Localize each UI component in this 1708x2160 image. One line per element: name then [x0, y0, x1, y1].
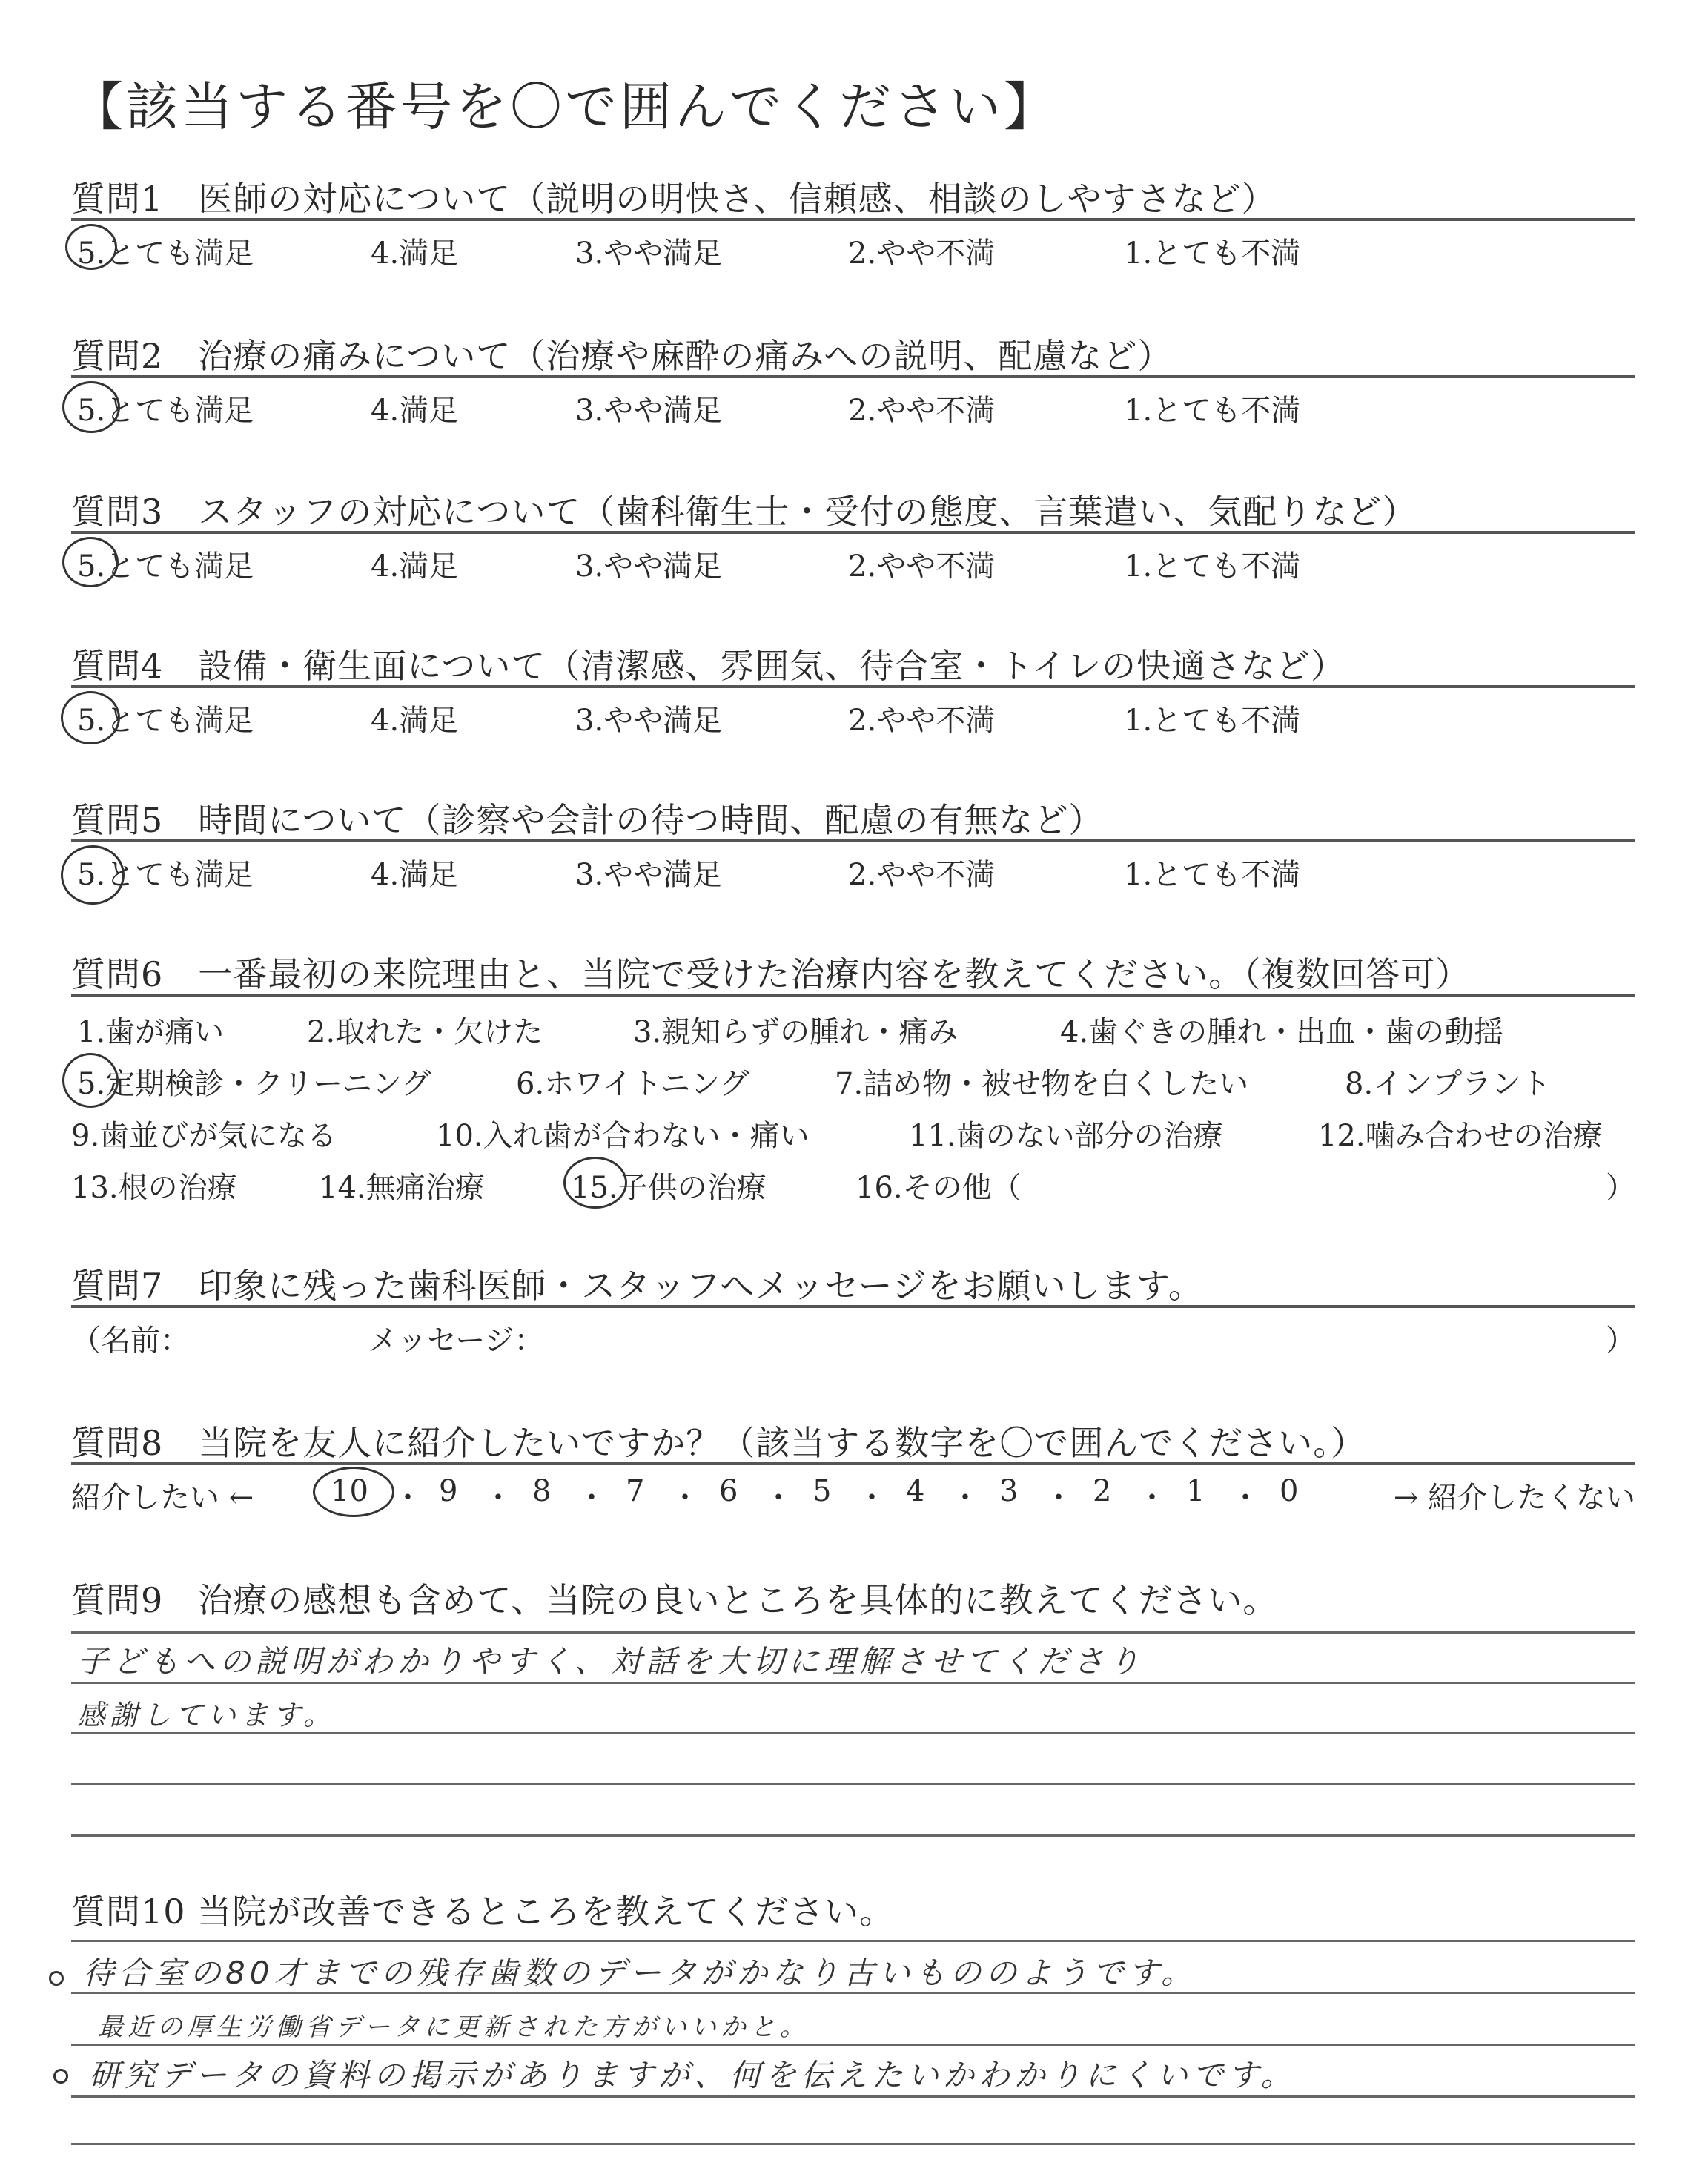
q8-left-label: 紹介したい ←: [71, 1481, 254, 1515]
q3-option-4[interactable]: 4.満足: [371, 549, 459, 584]
q8-dot: ・: [1231, 1481, 1260, 1515]
q8-dot: ・: [857, 1481, 887, 1515]
q7-name-label: （名前：: [71, 1324, 190, 1358]
q2-option-4[interactable]: 4.満足: [371, 394, 459, 428]
q6-option-15[interactable]: 15.子供の治療: [571, 1171, 767, 1205]
question-2-options: [71, 378, 1635, 430]
q8-scale-8[interactable]: 8: [532, 1474, 552, 1508]
question-5-title: 質問5 時間について（診察や会計の待つ時間、配慮の有無など）: [71, 800, 1104, 840]
q2-option-1[interactable]: 1.とても不満: [1124, 394, 1301, 428]
q1-option-2[interactable]: 2.やや不満: [848, 237, 996, 271]
q1-option-5[interactable]: 5.とても満足: [77, 237, 254, 271]
q10-handwritten-line-1: 待合室の80才までの残存歯数のデータがかなり古いもののようです。: [83, 1955, 1197, 1991]
question-4-title: 質問4 設備・衛生面について（清潔感、雰囲気、待合室・トイレの快適さなど）: [71, 646, 1346, 686]
question-10: [71, 1885, 1635, 1931]
q2-option-2[interactable]: 2.やや不満: [848, 394, 996, 428]
q3-option-3[interactable]: 3.やや満足: [575, 549, 723, 584]
q5-option-4[interactable]: 4.満足: [371, 858, 459, 892]
q8-dot: ・: [670, 1481, 700, 1515]
q10-handwritten-line-2: 最近の厚生労働省データに更新された方がいいかと。: [98, 2012, 810, 2042]
q9-handwritten-line-1: 子どもへの説明がわかりやすく、対話を大切に理解させてくださり: [77, 1643, 1145, 1680]
q8-dot: ・: [950, 1481, 980, 1515]
question-10-title: 質問10 当院が改善できるところを教えてください。: [71, 1892, 895, 1932]
question-1: [71, 172, 1635, 273]
q8-scale-6[interactable]: 6: [719, 1474, 738, 1508]
q8-scale-7[interactable]: 7: [626, 1474, 645, 1508]
q9-answer-rule-5: [71, 1834, 1635, 1837]
survey-header: 【該当する番号を〇で囲んでください】: [71, 76, 1059, 137]
q5-option-5[interactable]: 5.とても満足: [77, 858, 254, 892]
q4-option-4[interactable]: 4.満足: [371, 704, 459, 738]
q10-bullet-2: [53, 2069, 68, 2084]
q6-option-12[interactable]: 12.噛み合わせの治療: [1318, 1119, 1603, 1153]
q6-option-9[interactable]: 9.歯並びが気になる: [71, 1119, 337, 1153]
q9-answer-rule-4: [71, 1783, 1635, 1785]
q6-option-16[interactable]: 16.その他（: [855, 1171, 1022, 1205]
q10-answer-rule-3: [71, 2044, 1635, 2046]
q8-scale-5[interactable]: 5: [812, 1474, 832, 1508]
q8-dot: ・: [393, 1481, 423, 1515]
q9-handwritten-line-2: 感謝しています。: [77, 1699, 336, 1731]
q2-option-5[interactable]: 5.とても満足: [77, 394, 254, 428]
q6-option-5[interactable]: 5.定期検診・クリーニング: [77, 1067, 431, 1101]
question-6-options: [71, 997, 1635, 1219]
question-9-title: 質問9 治療の感想も含めて、当院の良いところを具体的に教えてください。: [71, 1580, 1278, 1620]
question-3-title: 質問3 スタッフの対応について（歯科衛生士・受付の態度、言葉遣い、気配りなど）: [71, 492, 1417, 532]
q10-answer-rule-5: [71, 2143, 1635, 2145]
question-1-title: 質問1 医師の対応について（説明の明快さ、信頼感、相談のしやすさなど）: [71, 179, 1277, 219]
q3-option-5[interactable]: 5.とても満足: [77, 549, 254, 584]
q4-option-1[interactable]: 1.とても不満: [1124, 704, 1301, 738]
q8-scale-0[interactable]: 0: [1280, 1474, 1299, 1508]
question-1-options: [71, 221, 1635, 273]
q8-dot: ・: [764, 1481, 793, 1515]
q6-option-2[interactable]: 2.取れた・欠けた: [307, 1015, 543, 1049]
q8-dot: ・: [1044, 1481, 1073, 1515]
q8-dot: ・: [483, 1481, 513, 1515]
question-2: [71, 329, 1635, 430]
q5-option-2[interactable]: 2.やや不満: [848, 858, 996, 892]
q3-option-1[interactable]: 1.とても不満: [1124, 549, 1301, 584]
q6-option-10[interactable]: 10.入れ歯が合わない・痛い: [436, 1119, 810, 1153]
question-6: [71, 948, 1635, 1219]
q6-option-3[interactable]: 3.親知らずの腫れ・痛み: [633, 1015, 959, 1049]
q2-option-3[interactable]: 3.やや満足: [575, 394, 723, 428]
q5-option-1[interactable]: 1.とても不満: [1124, 858, 1301, 892]
question-7-fields: [71, 1308, 1635, 1360]
question-2-title: 質問2 治療の痛みについて（治療や麻酔の痛みへの説明、配慮など）: [71, 336, 1173, 376]
q6-option-8[interactable]: 8.インプラント: [1345, 1067, 1552, 1101]
q4-option-3[interactable]: 3.やや満足: [575, 704, 723, 738]
q1-option-3[interactable]: 3.やや満足: [575, 237, 723, 271]
question-3-options: [71, 534, 1635, 586]
q1-option-4[interactable]: 4.満足: [371, 237, 459, 271]
q8-scale-9[interactable]: 9: [439, 1474, 458, 1508]
question-4-options: [71, 688, 1635, 740]
q7-message-label: メッセージ：: [368, 1324, 544, 1358]
q10-answer-rule-1: [71, 1940, 1635, 1942]
question-9: [71, 1573, 1635, 1619]
q8-scale-3[interactable]: 3: [999, 1474, 1019, 1508]
q8-dot: ・: [1137, 1481, 1167, 1515]
q6-option-7[interactable]: 7.詰め物・被せ物を白くしたい: [835, 1067, 1249, 1101]
question-8-scale: [71, 1465, 1635, 1517]
q8-scale-4[interactable]: 4: [906, 1474, 925, 1508]
q7-close-paren: ）: [1606, 1324, 1635, 1358]
q10-bullet-1: [49, 1971, 64, 1986]
q10-handwritten-line-3: 研究データの資料の掲示がありますが、何を伝えたいかわかりにくいです。: [89, 2057, 1297, 2093]
q9-answer-rule-2: [71, 1682, 1635, 1684]
q6-close-paren: ）: [1606, 1171, 1635, 1205]
q10-answer-rule-4: [71, 2095, 1635, 2098]
q6-option-11[interactable]: 11.歯のない部分の治療: [909, 1119, 1223, 1153]
q6-option-1[interactable]: 1.歯が痛い: [77, 1015, 225, 1049]
question-4: [71, 639, 1635, 740]
question-5-options: [71, 842, 1635, 894]
q6-option-6[interactable]: 6.ホワイトニング: [516, 1067, 749, 1101]
question-5: [71, 793, 1635, 894]
q8-right-label: → 紹介したくない: [1393, 1481, 1635, 1515]
q4-option-5[interactable]: 5.とても満足: [77, 704, 254, 738]
q6-option-14[interactable]: 14.無痛治療: [319, 1171, 485, 1205]
q8-scale-1[interactable]: 1: [1186, 1474, 1205, 1508]
q6-option-13[interactable]: 13.根の治療: [71, 1171, 237, 1205]
q8-scale-10[interactable]: 10: [331, 1474, 368, 1508]
question-7-title: 質問7 印象に残った歯科医師・スタッフへメッセージをお願いします。: [71, 1266, 1203, 1306]
question-3: [71, 485, 1635, 586]
q1-option-1[interactable]: 1.とても不満: [1124, 237, 1301, 271]
question-7: [71, 1259, 1635, 1360]
q4-option-2[interactable]: 2.やや不満: [848, 704, 996, 738]
question-8: [71, 1416, 1635, 1517]
q8-scale-2[interactable]: 2: [1093, 1474, 1112, 1508]
q5-option-3[interactable]: 3.やや満足: [575, 858, 723, 892]
q3-option-2[interactable]: 2.やや不満: [848, 549, 996, 584]
q8-dot: ・: [577, 1481, 606, 1515]
q6-option-4[interactable]: 4.歯ぐきの腫れ・出血・歯の動揺: [1060, 1015, 1504, 1049]
q9-answer-rule-1: [71, 1631, 1635, 1634]
question-6-title: 質問6 一番最初の来院理由と、当院で受けた治療内容を教えてください。（複数回答可）: [71, 954, 1471, 994]
question-8-title: 質問8 当院を友人に紹介したいですか？（該当する数字を〇で囲んでください。）: [71, 1423, 1366, 1463]
